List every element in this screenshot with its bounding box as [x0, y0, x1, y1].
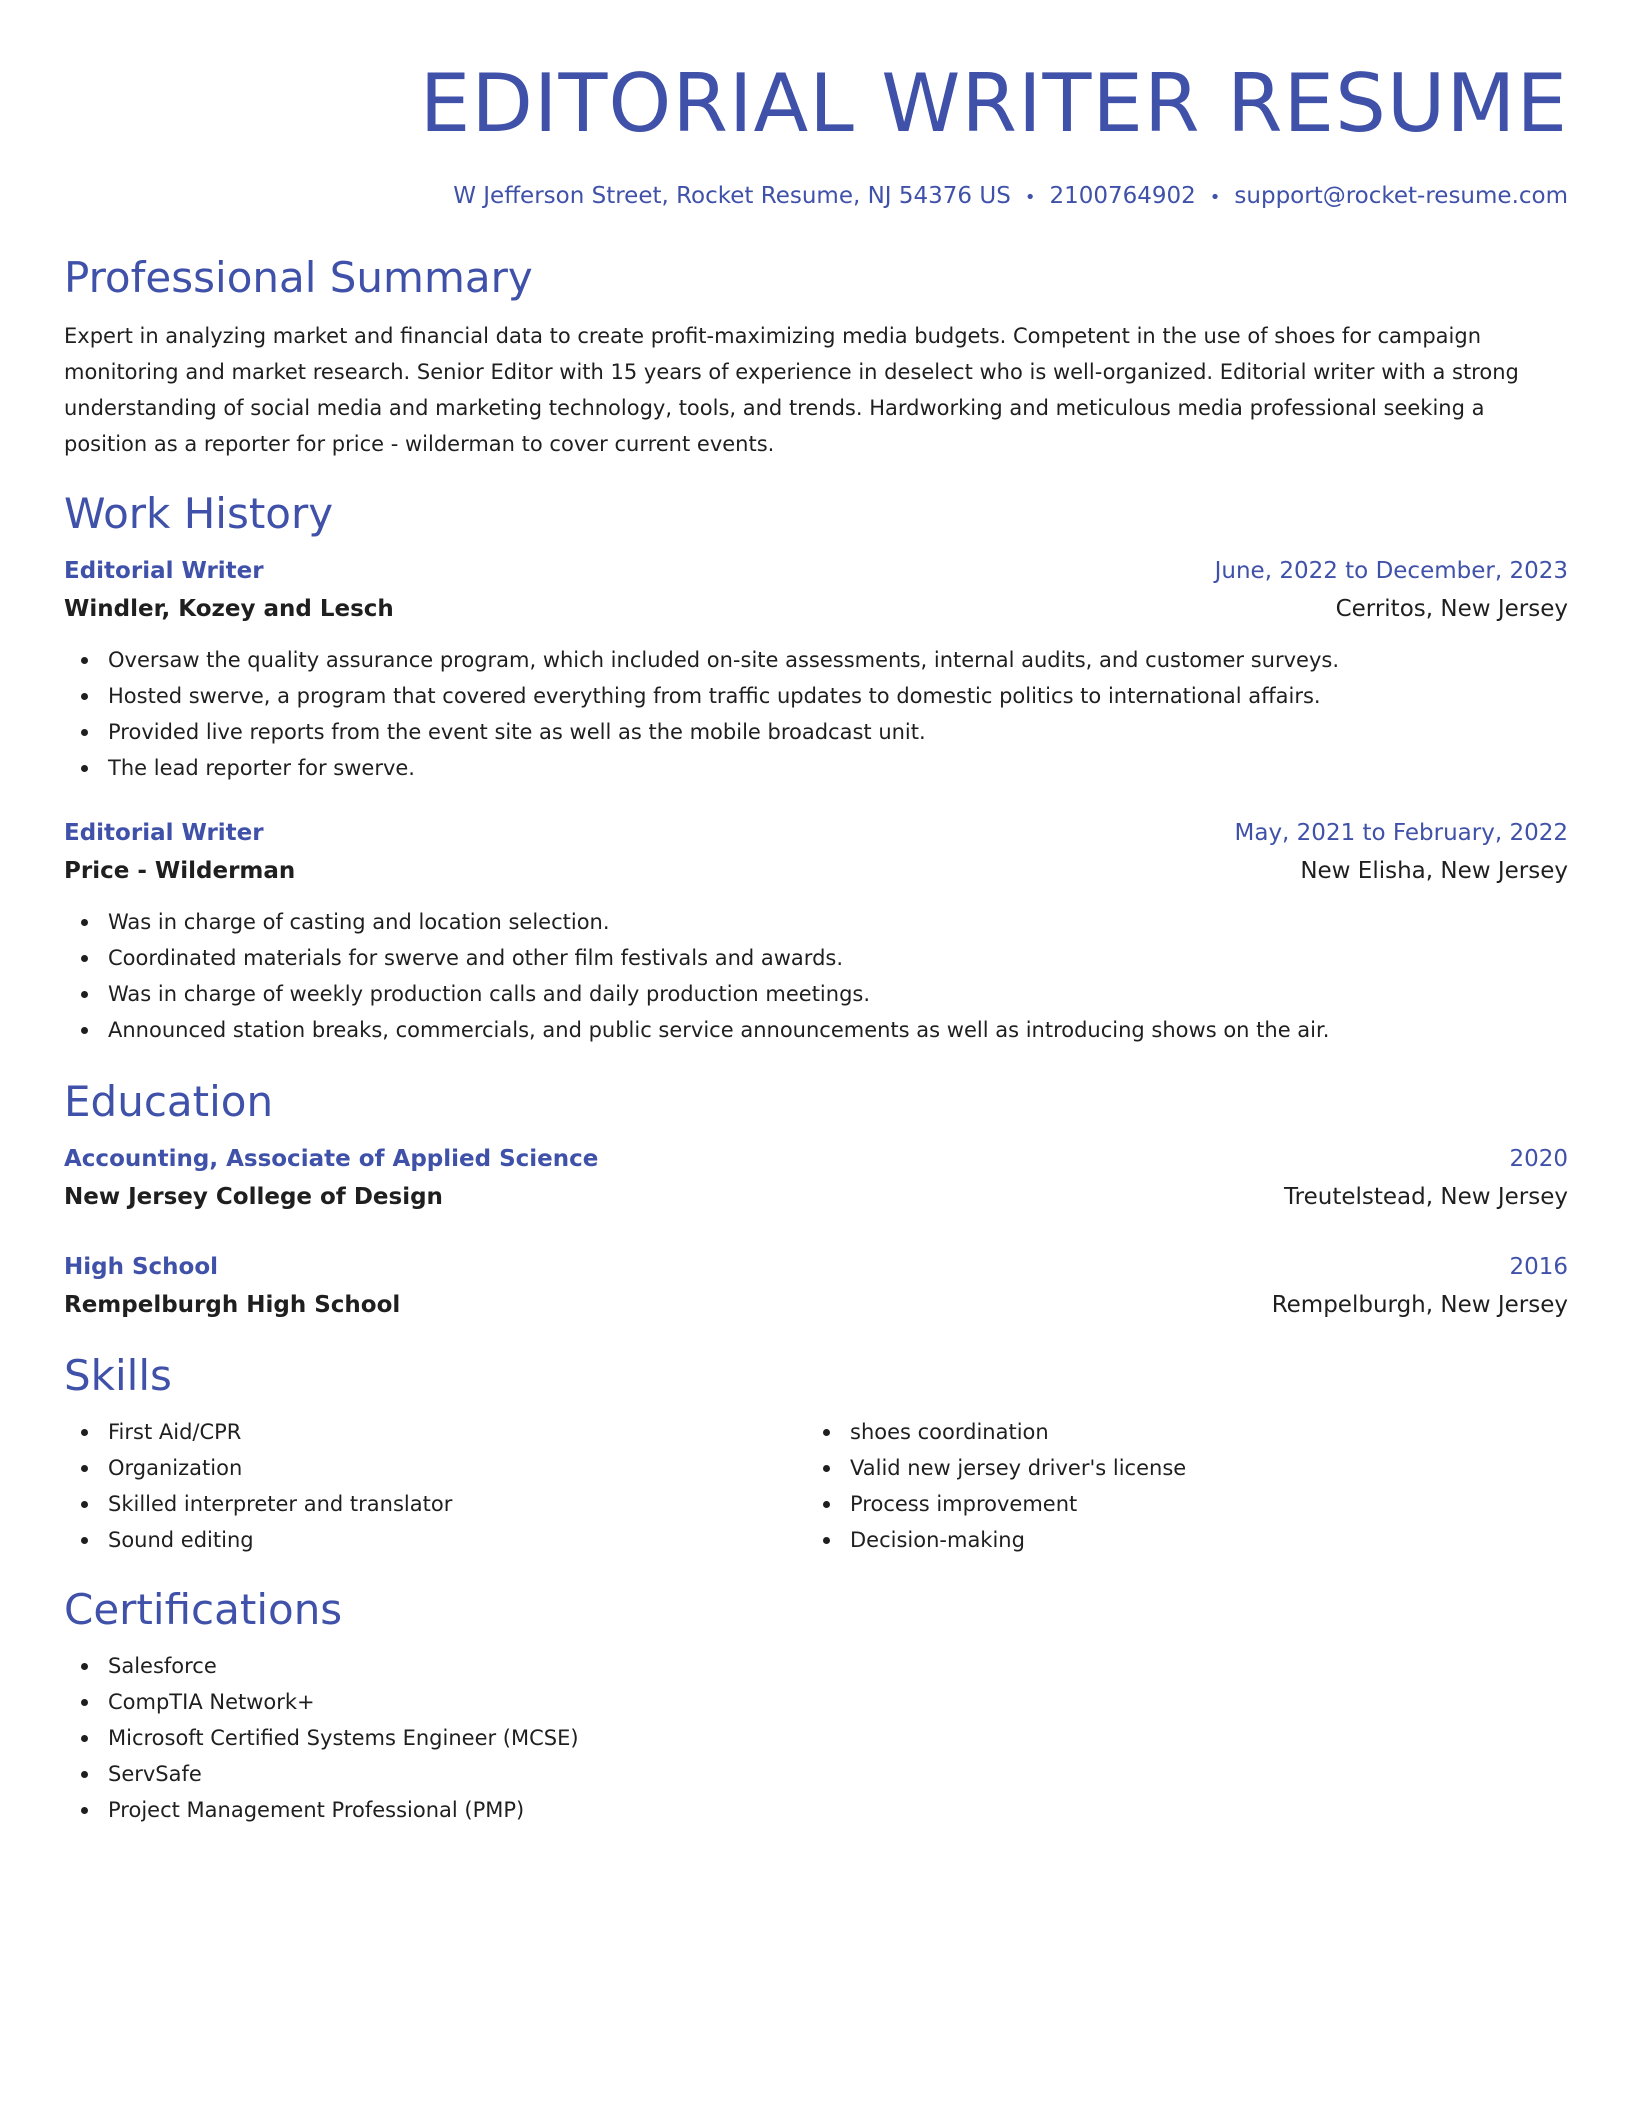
job-role: Editorial Writer	[64, 820, 264, 846]
job-bullet: The lead reporter for swerve.	[64, 750, 1568, 786]
work-heading: Work History	[64, 489, 334, 538]
resume-page	[64, 0, 1568, 1828]
education-year: 2016	[1509, 1254, 1568, 1280]
certification-item: ServSafe	[64, 1756, 1568, 1792]
job-entry	[64, 552, 1568, 786]
skill-item: shoes coordination	[806, 1414, 1548, 1450]
work-section	[64, 488, 1568, 1048]
skills-left-column	[64, 1414, 806, 1558]
job-bullet: Announced station breaks, commercials, and public service announcements as well as introducing shows on the air.	[64, 1012, 1568, 1048]
job-bullets	[64, 904, 1568, 1048]
skills-heading: Skills	[64, 1351, 172, 1400]
certifications-list	[64, 1648, 1568, 1828]
job-bullets	[64, 642, 1568, 786]
skill-item: Skilled interpreter and translator	[64, 1486, 806, 1522]
skill-item: Sound editing	[64, 1522, 806, 1558]
job-dates: May, 2021 to February, 2022	[1234, 820, 1568, 846]
education-section	[64, 1076, 1568, 1324]
education-degree: High School	[64, 1254, 219, 1280]
contact-line	[64, 180, 1568, 214]
contact-phone: 2100764902	[1049, 183, 1196, 209]
job-role: Editorial Writer	[64, 558, 264, 584]
education-degree: Accounting, Associate of Applied Science	[64, 1146, 599, 1172]
job-bullet: Provided live reports from the event site as well as the mobile broadcast unit.	[64, 714, 1568, 750]
job-bullet: Coordinated materials for swerve and other film festivals and awards.	[64, 940, 1568, 976]
education-school: New Jersey College of Design	[64, 1184, 443, 1210]
certification-item: Project Management Professional (PMP)	[64, 1792, 1568, 1828]
certification-item: Microsoft Certified Systems Engineer (MCSE)	[64, 1720, 1568, 1756]
skills-grid	[64, 1414, 1568, 1558]
certifications-section	[64, 1584, 1568, 1828]
summary-text: Expert in analyzing market and financial data to create profit-maximizing media budgets. Competent in the use of shoes for campaign monitoring and market research. Senior Editor with 15 years of experience in deselect who is well-organized. Editorial writer with a strong understanding of social media and marketing technology, tools, and trends. Hardworking and meticulous media professional seeking a position as a reporter for price - wilderman to cover current events.	[64, 324, 1519, 456]
job-location: New Elisha, New Jersey	[1300, 858, 1568, 884]
education-location: Treutelstead, New Jersey	[1284, 1184, 1568, 1210]
contact-separator: •	[1024, 187, 1036, 208]
job-entry	[64, 814, 1568, 1048]
certification-item: Salesforce	[64, 1648, 1568, 1684]
summary-heading: Professional Summary	[64, 253, 533, 302]
contact-address: W Jefferson Street, Rocket Resume, NJ 54376 US	[453, 183, 1011, 209]
job-dates: June, 2022 to December, 2023	[1214, 558, 1568, 584]
education-heading: Education	[64, 1077, 274, 1126]
education-year: 2020	[1509, 1146, 1568, 1172]
resume-title: EDITORIAL WRITER RESUME	[419, 57, 1568, 150]
education-entry	[64, 1248, 1568, 1324]
skill-item: Process improvement	[806, 1486, 1548, 1522]
education-location: Rempelburgh, New Jersey	[1271, 1292, 1568, 1318]
job-bullet: Was in charge of weekly production calls and daily production meetings.	[64, 976, 1568, 1012]
contact-email: support@rocket-resume.com	[1234, 183, 1568, 209]
skill-item: Decision-making	[806, 1522, 1548, 1558]
education-entry	[64, 1140, 1568, 1216]
job-company: Windler, Kozey and Lesch	[64, 596, 394, 622]
summary-section	[64, 252, 1568, 462]
job-bullet: Hosted swerve, a program that covered everything from traffic updates to domestic politics to international affairs.	[64, 678, 1568, 714]
education-school: Rempelburgh High School	[64, 1292, 401, 1318]
job-company: Price - Wilderman	[64, 858, 296, 884]
skills-right-column	[806, 1414, 1548, 1558]
skill-item: Valid new jersey driver's license	[806, 1450, 1548, 1486]
job-bullet: Oversaw the quality assurance program, which included on-site assessments, internal audits, and customer surveys.	[64, 642, 1568, 678]
certification-item: CompTIA Network+	[64, 1684, 1568, 1720]
contact-separator: •	[1209, 187, 1221, 208]
skills-section	[64, 1350, 1568, 1558]
certifications-heading: Certifications	[64, 1585, 343, 1634]
skill-item: Organization	[64, 1450, 806, 1486]
skill-item: First Aid/CPR	[64, 1414, 806, 1450]
job-bullet: Was in charge of casting and location selection.	[64, 904, 1568, 940]
job-location: Cerritos, New Jersey	[1335, 596, 1568, 622]
